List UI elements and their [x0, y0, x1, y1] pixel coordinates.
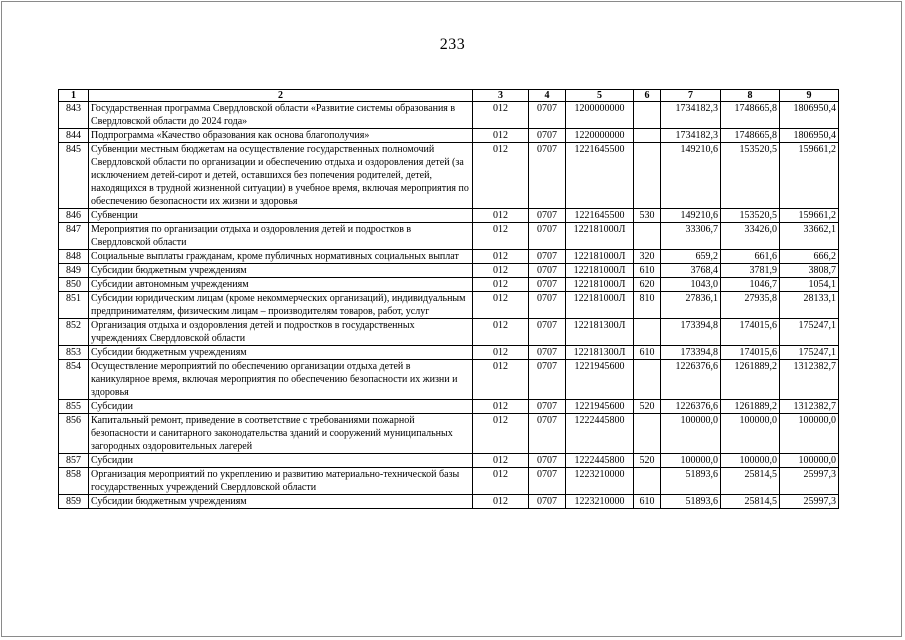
expense-type-code — [634, 143, 661, 209]
table-row — [59, 360, 839, 400]
amount-year-3: 175247,1 — [780, 319, 839, 346]
amount-year-1: 1226376,6 — [661, 360, 721, 400]
amount-year-2: 1261889,2 — [721, 400, 780, 414]
amount-year-2: 25814,5 — [721, 468, 780, 495]
amount-year-1: 659,2 — [661, 250, 721, 264]
target-article-code: 1223210000 — [566, 468, 634, 495]
target-article-code: 1221945600 — [566, 360, 634, 400]
row-number: 846 — [59, 209, 89, 223]
row-number: 851 — [59, 292, 89, 319]
amount-year-1: 51893,6 — [661, 495, 721, 509]
expense-type-code: 810 — [634, 292, 661, 319]
row-name: Субсидии — [89, 400, 473, 414]
amount-year-3: 1806950,4 — [780, 102, 839, 129]
amount-year-1: 33306,7 — [661, 223, 721, 250]
amount-year-3: 100000,0 — [780, 414, 839, 454]
ministry-code: 012 — [473, 209, 529, 223]
amount-year-2: 100000,0 — [721, 454, 780, 468]
amount-year-1: 27836,1 — [661, 292, 721, 319]
table-row — [59, 454, 839, 468]
section-code: 0707 — [529, 209, 566, 223]
amount-year-3: 1054,1 — [780, 278, 839, 292]
expense-type-code: 320 — [634, 250, 661, 264]
ministry-code: 012 — [473, 223, 529, 250]
table-row — [59, 346, 839, 360]
expense-type-code — [634, 319, 661, 346]
row-number: 848 — [59, 250, 89, 264]
target-article-code: 1220000000 — [566, 129, 634, 143]
section-code: 0707 — [529, 143, 566, 209]
section-code: 0707 — [529, 319, 566, 346]
expense-type-code — [634, 223, 661, 250]
target-article-code: 1200000000 — [566, 102, 634, 129]
ministry-code: 012 — [473, 278, 529, 292]
page-number: 233 — [439, 36, 466, 53]
ministry-code: 012 — [473, 495, 529, 509]
amount-year-2: 1046,7 — [721, 278, 780, 292]
column-header: 9 — [780, 90, 839, 102]
amount-year-3: 1312382,7 — [780, 400, 839, 414]
column-header: 7 — [661, 90, 721, 102]
section-code: 0707 — [529, 468, 566, 495]
ministry-code: 012 — [473, 468, 529, 495]
table-row — [59, 468, 839, 495]
target-article-code: 1222445800 — [566, 454, 634, 468]
amount-year-3: 1806950,4 — [780, 129, 839, 143]
amount-year-3: 25997,3 — [780, 468, 839, 495]
target-article-code: 1221645500 — [566, 143, 634, 209]
amount-year-1: 173394,8 — [661, 319, 721, 346]
row-name: Капитальный ремонт, приведение в соответствие с требованиями пожарной безопасности и санитарного законодательства зданий и сооружений муниципальных загородных оздоровительных лагерей — [89, 414, 473, 454]
column-header: 8 — [721, 90, 780, 102]
row-number: 850 — [59, 278, 89, 292]
row-number: 845 — [59, 143, 89, 209]
ministry-code: 012 — [473, 414, 529, 454]
target-article-code: 122181000Л — [566, 278, 634, 292]
amount-year-2: 661,6 — [721, 250, 780, 264]
expense-type-code — [634, 129, 661, 143]
amount-year-1: 1043,0 — [661, 278, 721, 292]
row-name: Субсидии бюджетным учреждениям — [89, 346, 473, 360]
target-article-code: 122181300Л — [566, 319, 634, 346]
table-row — [59, 209, 839, 223]
ministry-code: 012 — [473, 129, 529, 143]
row-name: Мероприятия по организации отдыха и оздоровления детей и подростков в Свердловской области — [89, 223, 473, 250]
section-code: 0707 — [529, 454, 566, 468]
table-body — [59, 102, 839, 509]
ministry-code: 012 — [473, 292, 529, 319]
amount-year-1: 100000,0 — [661, 414, 721, 454]
amount-year-3: 3808,7 — [780, 264, 839, 278]
column-header: 4 — [529, 90, 566, 102]
section-code: 0707 — [529, 495, 566, 509]
column-header: 1 — [59, 90, 89, 102]
row-name: Подпрограмма «Качество образования как основа благополучия» — [89, 129, 473, 143]
amount-year-3: 28133,1 — [780, 292, 839, 319]
target-article-code: 122181000Л — [566, 223, 634, 250]
table-row — [59, 223, 839, 250]
table-row — [59, 414, 839, 454]
column-header: 3 — [473, 90, 529, 102]
target-article-code: 122181300Л — [566, 346, 634, 360]
section-code: 0707 — [529, 278, 566, 292]
amount-year-1: 149210,6 — [661, 209, 721, 223]
amount-year-3: 100000,0 — [780, 454, 839, 468]
expense-type-code — [634, 360, 661, 400]
column-header: 6 — [634, 90, 661, 102]
row-number: 849 — [59, 264, 89, 278]
target-article-code: 1221645500 — [566, 209, 634, 223]
amount-year-3: 175247,1 — [780, 346, 839, 360]
target-article-code: 122181000Л — [566, 292, 634, 319]
expense-type-code: 610 — [634, 346, 661, 360]
column-header: 2 — [89, 90, 473, 102]
amount-year-2: 1748665,8 — [721, 129, 780, 143]
amount-year-3: 1312382,7 — [780, 360, 839, 400]
amount-year-2: 174015,6 — [721, 346, 780, 360]
section-code: 0707 — [529, 264, 566, 278]
amount-year-2: 3781,9 — [721, 264, 780, 278]
amount-year-1: 1226376,6 — [661, 400, 721, 414]
expense-type-code — [634, 468, 661, 495]
section-code: 0707 — [529, 346, 566, 360]
expense-type-code — [634, 414, 661, 454]
row-number: 855 — [59, 400, 89, 414]
row-number: 853 — [59, 346, 89, 360]
table-row — [59, 495, 839, 509]
amount-year-2: 100000,0 — [721, 414, 780, 454]
target-article-code: 122181000Л — [566, 264, 634, 278]
amount-year-1: 1734182,3 — [661, 102, 721, 129]
row-number: 852 — [59, 319, 89, 346]
table-row — [59, 319, 839, 346]
amount-year-2: 33426,0 — [721, 223, 780, 250]
amount-year-3: 159661,2 — [780, 209, 839, 223]
section-code: 0707 — [529, 129, 566, 143]
ministry-code: 012 — [473, 250, 529, 264]
row-name: Субсидии автономным учреждениям — [89, 278, 473, 292]
table-header-row — [59, 90, 839, 102]
row-number: 847 — [59, 223, 89, 250]
amount-year-2: 153520,5 — [721, 143, 780, 209]
ministry-code: 012 — [473, 319, 529, 346]
ministry-code: 012 — [473, 143, 529, 209]
expense-type-code: 520 — [634, 400, 661, 414]
amount-year-2: 174015,6 — [721, 319, 780, 346]
amount-year-1: 1734182,3 — [661, 129, 721, 143]
section-code: 0707 — [529, 223, 566, 250]
row-name: Организация отдыха и оздоровления детей и подростков в государственных учреждениях Свердловской области — [89, 319, 473, 346]
target-article-code: 122181000Л — [566, 250, 634, 264]
ministry-code: 012 — [473, 102, 529, 129]
amount-year-3: 33662,1 — [780, 223, 839, 250]
amount-year-1: 100000,0 — [661, 454, 721, 468]
ministry-code: 012 — [473, 454, 529, 468]
table-row — [59, 143, 839, 209]
section-code: 0707 — [529, 102, 566, 129]
target-article-code: 1223210000 — [566, 495, 634, 509]
row-number: 857 — [59, 454, 89, 468]
section-code: 0707 — [529, 360, 566, 400]
row-number: 854 — [59, 360, 89, 400]
row-name: Субсидии бюджетным учреждениям — [89, 495, 473, 509]
expense-type-code: 530 — [634, 209, 661, 223]
expense-type-code: 520 — [634, 454, 661, 468]
row-name: Социальные выплаты гражданам, кроме публичных нормативных социальных выплат — [89, 250, 473, 264]
ministry-code: 012 — [473, 360, 529, 400]
ministry-code: 012 — [473, 346, 529, 360]
section-code: 0707 — [529, 414, 566, 454]
budget-table — [58, 89, 839, 509]
table-row — [59, 102, 839, 129]
amount-year-1: 173394,8 — [661, 346, 721, 360]
column-header: 5 — [566, 90, 634, 102]
amount-year-2: 153520,5 — [721, 209, 780, 223]
table-row — [59, 264, 839, 278]
expense-type-code: 610 — [634, 264, 661, 278]
row-name: Государственная программа Свердловской области «Развитие системы образования в Свердловской области до 2024 года» — [89, 102, 473, 129]
table-row — [59, 129, 839, 143]
table-row — [59, 400, 839, 414]
row-number: 856 — [59, 414, 89, 454]
expense-type-code: 610 — [634, 495, 661, 509]
target-article-code: 1221945600 — [566, 400, 634, 414]
row-name: Субсидии — [89, 454, 473, 468]
amount-year-2: 1748665,8 — [721, 102, 780, 129]
amount-year-3: 159661,2 — [780, 143, 839, 209]
row-name: Субвенции местным бюджетам на осуществление государственных полномочий Свердловской области по организации и обеспечению отдыха и оздоровления детей (за исключением детей-сирот и детей, оставшихся без попечения родителей, детей, находящихся в трудной жизненной ситуации) в учебное время, включая мероприятия по обеспечению безопасности их жизни и здоровья — [89, 143, 473, 209]
row-number: 858 — [59, 468, 89, 495]
expense-type-code: 620 — [634, 278, 661, 292]
amount-year-2: 25814,5 — [721, 495, 780, 509]
amount-year-3: 666,2 — [780, 250, 839, 264]
amount-year-1: 3768,4 — [661, 264, 721, 278]
ministry-code: 012 — [473, 400, 529, 414]
table-row — [59, 250, 839, 264]
table-row — [59, 292, 839, 319]
row-number: 843 — [59, 102, 89, 129]
row-name: Осуществление мероприятий по обеспечению организации отдыха детей в каникулярное время, включая мероприятия по обеспечению безопасности их жизни и здоровья — [89, 360, 473, 400]
row-name: Организация мероприятий по укреплению и развитию материально-технической базы государственных учреждений Свердловской области — [89, 468, 473, 495]
table-row — [59, 278, 839, 292]
ministry-code: 012 — [473, 264, 529, 278]
section-code: 0707 — [529, 400, 566, 414]
expense-type-code — [634, 102, 661, 129]
row-number: 859 — [59, 495, 89, 509]
row-name: Субвенции — [89, 209, 473, 223]
amount-year-3: 25997,3 — [780, 495, 839, 509]
amount-year-1: 51893,6 — [661, 468, 721, 495]
section-code: 0707 — [529, 250, 566, 264]
row-number: 844 — [59, 129, 89, 143]
amount-year-1: 149210,6 — [661, 143, 721, 209]
row-name: Субсидии бюджетным учреждениям — [89, 264, 473, 278]
section-code: 0707 — [529, 292, 566, 319]
target-article-code: 1222445800 — [566, 414, 634, 454]
amount-year-2: 1261889,2 — [721, 360, 780, 400]
amount-year-2: 27935,8 — [721, 292, 780, 319]
row-name: Субсидии юридическим лицам (кроме некоммерческих организаций), индивидуальным предпринимателям, физическим лицам – производителям товаров, работ, услуг — [89, 292, 473, 319]
